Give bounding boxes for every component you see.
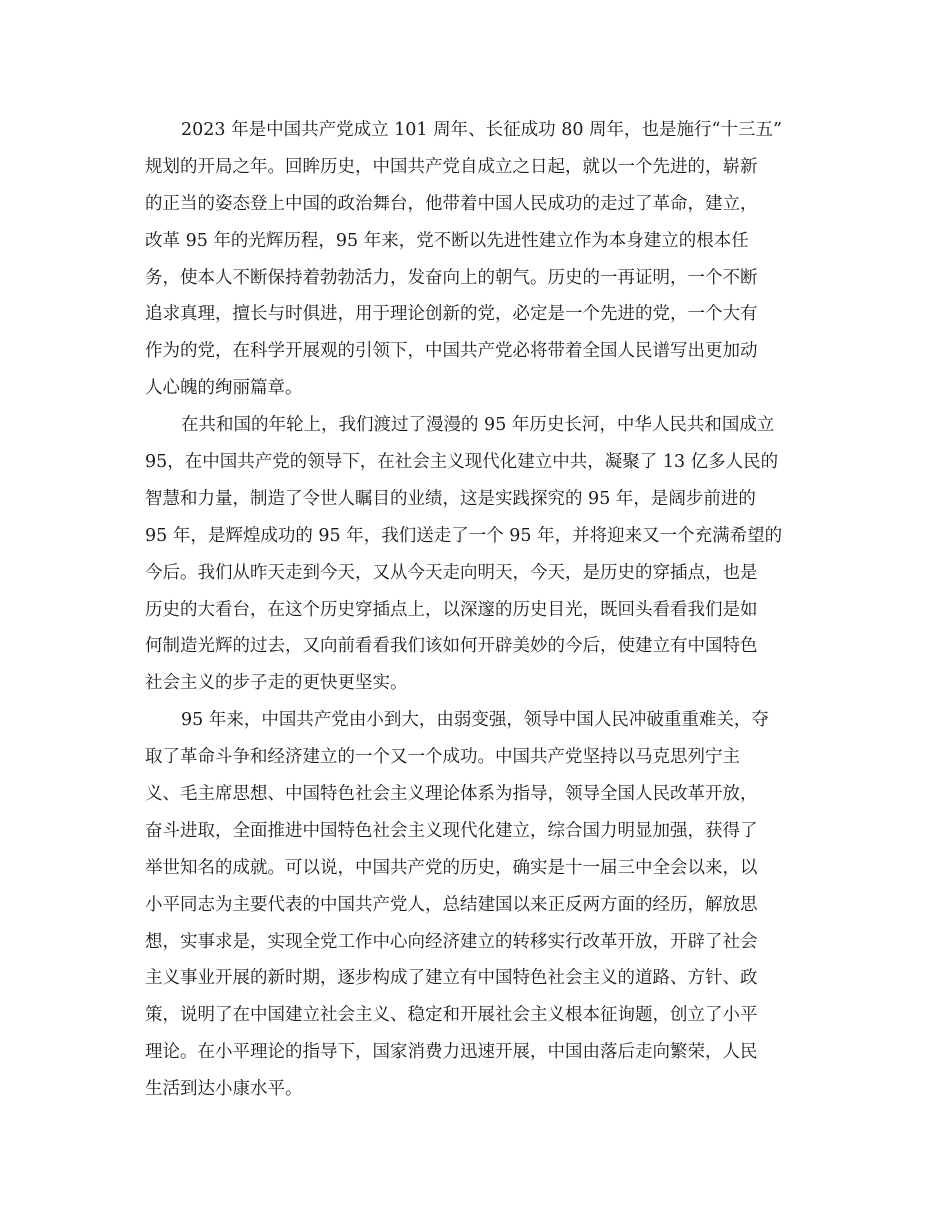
- text-line: 今后。我们从昨天走到今天，又从今天走向明天，今天，是历史的穿插点，也是: [145, 562, 758, 583]
- text-line: 务，使本人不断保持着勃勃活力，发奋向上的朝气。历史的一再证明，一个不断: [145, 267, 758, 288]
- text-line: 小平同志为主要代表的中国共产党人，总结建国以来正反两方面的经历，解放思: [145, 894, 758, 915]
- text-line: 95，在中国共产党的领导下，在社会主义现代化建立中共，凝聚了 13 亿多人民的: [145, 452, 779, 473]
- text-line: 何制造光辉的过去，又向前看看我们该如何开辟美妙的今后，使建立有中国特色: [145, 636, 758, 657]
- text-line: 策，说明了在中国建立社会主义、稳定和开展社会主义根本征询题，创立了小平: [145, 1005, 758, 1026]
- text-line: 主义事业开展的新时期，逐步构成了建立有中国特色社会主义的道路、方针、政: [145, 968, 758, 989]
- text-line: 人心魄的绚丽篇章。: [145, 378, 303, 399]
- text-line: 社会主义的步子走的更快更坚实。: [145, 673, 408, 694]
- text-line: 举世知名的成就。可以说，中国共产党的历史，确实是十一届三中全会以来，以: [145, 857, 758, 878]
- text-line: 在共和国的年轮上，我们渡过了漫漫的 95 年历史长河，中华人民共和国成立: [181, 415, 775, 436]
- text-line: 规划的开局之年。回眸历史，中国共产党自成立之日起，就以一个先进的，崭新: [145, 156, 758, 177]
- text-line: 历史的大看台，在这个历史穿插点上，以深邃的历史目光，既回头看看我们是如: [145, 599, 758, 620]
- paragraph-3: [145, 702, 810, 1108]
- text-line: 作为的党，在科学开展观的引领下，中国共产党必将带着全国人民谱写出更加动: [145, 341, 758, 362]
- paragraph-1: [145, 112, 810, 407]
- text-line: 95 年来，中国共产党由小到大，由弱变强，领导中国人民冲破重重难关，夺: [181, 710, 769, 731]
- text-line: 智慧和力量，制造了令世人瞩目的业绩，这是实践探究的 95 年，是阔步前进的: [145, 488, 756, 509]
- text-line: 取了革命斗争和经济建立的一个又一个成功。中国共产党坚持以马克思列宁主: [145, 747, 740, 768]
- text-line: 改革 95 年的光辉历程，95 年来，党不断以先进性建立作为本身建立的根本任: [145, 230, 749, 251]
- text-line: 奋斗进取，全面推进中国特色社会主义现代化建立，综合国力明显加强，获得了: [145, 820, 758, 841]
- document-body: [145, 112, 810, 1108]
- text-line: 生活到达小康水平。: [145, 1079, 303, 1100]
- text-line: 2023 年是中国共产党成立 101 周年、长征成功 80 周年，也是施行“十三五”: [181, 120, 782, 140]
- paragraph-2: [145, 407, 810, 702]
- text-line: 追求真理，擅长与时俱进，用于理论创新的党，必定是一个先进的党，一个大有: [145, 304, 758, 325]
- text-line: 想，实事求是，实现全党工作中心向经济建立的转移实行改革开放，开辟了社会: [145, 931, 758, 952]
- text-line: 的正当的姿态登上中国的政治舞台，他带着中国人民成功的走过了革命，建立，: [145, 193, 758, 214]
- text-line: 义、毛主席思想、中国特色社会主义理论体系为指导，领导全国人民改革开放，: [145, 784, 758, 805]
- text-line: 95 年，是辉煌成功的 95 年，我们送走了一个 95 年，并将迎来又一个充满希望的: [145, 525, 783, 546]
- text-line: 理论。在小平理论的指导下，国家消费力迅速开展，中国由落后走向繁荣，人民: [145, 1042, 758, 1063]
